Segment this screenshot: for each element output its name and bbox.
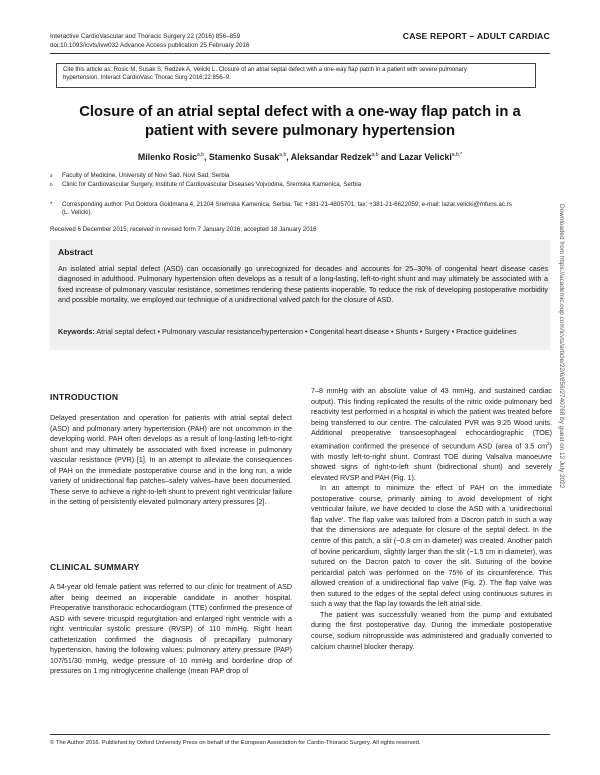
corresponding-author	[62, 201, 517, 217]
abstract-heading: Abstract	[58, 247, 93, 257]
keywords-label: Keywords:	[58, 327, 95, 336]
clinical-paragraph: A 54-year old female patient was referred to our clinic for treatment of ASD after being deemed an inoperable candidate in another hospital. Preoperative transthoracic echocardiogram (TTE) confirmed the presence of ASD with severe tricuspid regurgitation and enlarged right ventricle with a right ventricular systolic pressure (RVSP) of 110 mmHg. Right heart catheterization confirmed the diagnosis of precapillary pulmonary hypertension, having the following values: pulmonary artery pressure (PAP) 107/51/30 mmHg, wedge pressure of 10 mmHg and borderline drop of pressures on 1 mg nitroglycerine challenge (mean PAP drop of	[50, 583, 292, 676]
citation-box	[56, 63, 536, 88]
right-paragraph-1: 7–8 mmHg with an absolute value of 43 mmHg, and sustained cardiac output). This finding replicated the results of the nitric oxide pulmonary bed reactivity test performed in a hospital in which the patient was treated before being transferred to our centre. The calculated PVR was 9.25 Wood units. Additional preoperative transoesophageal echocardiographic (TOE) examination confirmed the presence of secundum ASD (area of 3.5 $cm^2$) with mostly left-to-right shunt. Contrast TOE during Valsalva manoeuvre showed signs of right-to-left shunt (bidirectional shunt) and severely elevated RVSP and PAH (Fig. 1).	[311, 387, 552, 482]
right-paragraph-3: The patient was successfully weaned from the pump and extubated during the first postoperative day. During the immediate postoperative course, sodium nitroprusside was administered and gradually converted to calcium channel blocker therapy.	[311, 610, 552, 651]
keywords-list: Atrial septal defect • Pulmonary vascular resistance/hypertension • Congenital heart disease • Shunts • Surgery • Practice guidelines	[96, 327, 517, 336]
right-column-body	[311, 386, 552, 652]
case-report-label: CASE REPORT – ADULT CARDIAC	[402, 31, 550, 41]
author-4-affiliation: a,b,*	[451, 152, 463, 159]
corresponding-line-1: Corresponding author. Put Doktora Goldmana 4, 21204 Sremska Kamenica, Serbia. Tel: +381-21-4805701; fax: +381-21-6622059; e-mail: lazar.velicki@mfuns.ac.rs	[62, 201, 512, 208]
reference-link-2[interactable]: 2	[258, 498, 263, 507]
author-2-affiliation: a,b	[279, 152, 287, 159]
affiliation-b-mark: b	[50, 182, 53, 187]
author-1-affiliation: a,b	[197, 152, 204, 159]
clinical-summary-body	[50, 582, 292, 677]
author-name-3: , Aleksandar Redzek	[286, 152, 372, 162]
keywords	[58, 327, 548, 337]
corresponding-line-2: (L. Velicki).	[62, 209, 93, 217]
reference-link-1[interactable]: 1	[138, 456, 143, 465]
author-name-4: and Lazar Velicki	[378, 152, 452, 162]
footer-rule	[50, 734, 550, 735]
journal-line-1: Interactive CardioVascular and Thoracic Surgery 22 (2016) 856–859	[50, 33, 241, 40]
author-name-1: Milenko Rosic	[137, 152, 198, 162]
citation-line-2: hypertension. Interact CardioVasc Thorac Surg 2016;22:856–9.	[63, 75, 231, 82]
introduction-heading: INTRODUCTION	[50, 392, 119, 402]
title-line-1: Closure of an atrial septal defect with a one-way flap patch in a	[79, 104, 521, 120]
figure-link-1[interactable]: 1	[407, 473, 412, 482]
header-rule	[50, 53, 550, 54]
introduction-body	[50, 413, 292, 508]
title-line-2: patient with severe pulmonary hypertension	[145, 123, 455, 139]
introduction-paragraph: Delayed presentation and operation for patients with atrial septal defect (ASD) and pulmonary artery hypertension (PAH) are not uncommon in the developing world. PAH often develops as a result of long-lasting left-to-right shunt and may ultimately be associated with fixed increase in pulmonary vascular resistance (PVR) [1]. In an attempt to alleviate the consequences of PAH on the immediate postoperative course and in the long run, a wide variety of unidirectional flap patches–safety valves–have been documented. These serve to achieve a right-to-left shunt to prevent right ventricular failure in the setting of persistently elevated pulmonary artery pressures [2].	[50, 414, 292, 507]
journal-info	[50, 32, 250, 50]
author-name-2: , Stamenko Susak	[204, 152, 280, 162]
citation-line-1: Cite this article as: Rosic M, Susak S, Redzek A, Velicki L. Closure of an atrial septal defect with a one-way flap patch in a patient with severe pulmonary	[63, 67, 467, 73]
article-title	[60, 103, 540, 141]
corresponding-mark: *	[50, 201, 53, 208]
affiliation-a-mark: a	[50, 173, 53, 178]
author-3-affiliation: a,b	[371, 152, 379, 159]
copyright-notice: © The Author 2016. Published by Oxford University Press on behalf of the European Association for Cardio-Thoracic Surgery. All rights reserved.	[50, 740, 421, 746]
abstract-text: An isolated atrial septal defect (ASD) can occasionally go unrecognized for decades and accounts for 25–30% of congenital heart disease cases diagnosed in adulthood. Pulmonary hypertension often develops as a result of a long-lasting, left-to-right shunt and may ultimately be associated with a fixed increase of pulmonary vascular resistance, sometimes rendering these patients inoperable. To reduce the risk of developing postoperative morbidity and possible mortality, we employed our technique of a unidirectional valved patch for the closure of ASD.	[58, 264, 548, 304]
affiliation-b: Clinic for Cardiovascular Surgery, Institute of Cardiovascular Diseases Vojvodina, Sremska Kamenica, Serbia	[62, 181, 362, 188]
download-note: Downloaded from https://academic.oup.com/icvts/article/22/6/856/2740768 by guest on 12 July 2022	[558, 204, 565, 489]
author-list	[50, 152, 550, 162]
clinical-summary-heading: CLINICAL SUMMARY	[50, 562, 140, 572]
affiliation-a: Faculty of Medicine, University of Novi Sad, Novi Sad, Serbia	[62, 172, 230, 179]
article-dates: Received 6 December 2015; received in revised form 7 January 2016; accepted 18 January 2016	[50, 226, 317, 233]
figure-link-2[interactable]: 2	[478, 579, 483, 588]
journal-line-2: doi:10.1093/icvts/ivw032 Advance Access publication 25 February 2016	[50, 42, 250, 49]
right-paragraph-2: In an attempt to minimize the effect of PAH on the immediate postoperative course, primarily aiming to avoid development of right ventricular failure, we have decided to close the ASD with a ‘unidirectional flap valve’. The flap valve was tailored from a Dacron patch in such a way that the dimensions are adequate for closure of the septal defect. In the centre of this patch, a slit (~0.8 cm in diameter) was created. Another patch of bovine pericardium, slightly larger than the slit (~1.5 cm in diameter), was sutured on the Dacron patch to cover the slit. Suturing of the bovine pericardial patch was performed on the 75% of its circumference. This allowed creation of a unidirectional flap valve (Fig. 2). The flap valve was then sutured to the edges of the septal defect using continuous sutures in such a way that the flap lay towards the left atrial side.	[311, 484, 552, 609]
